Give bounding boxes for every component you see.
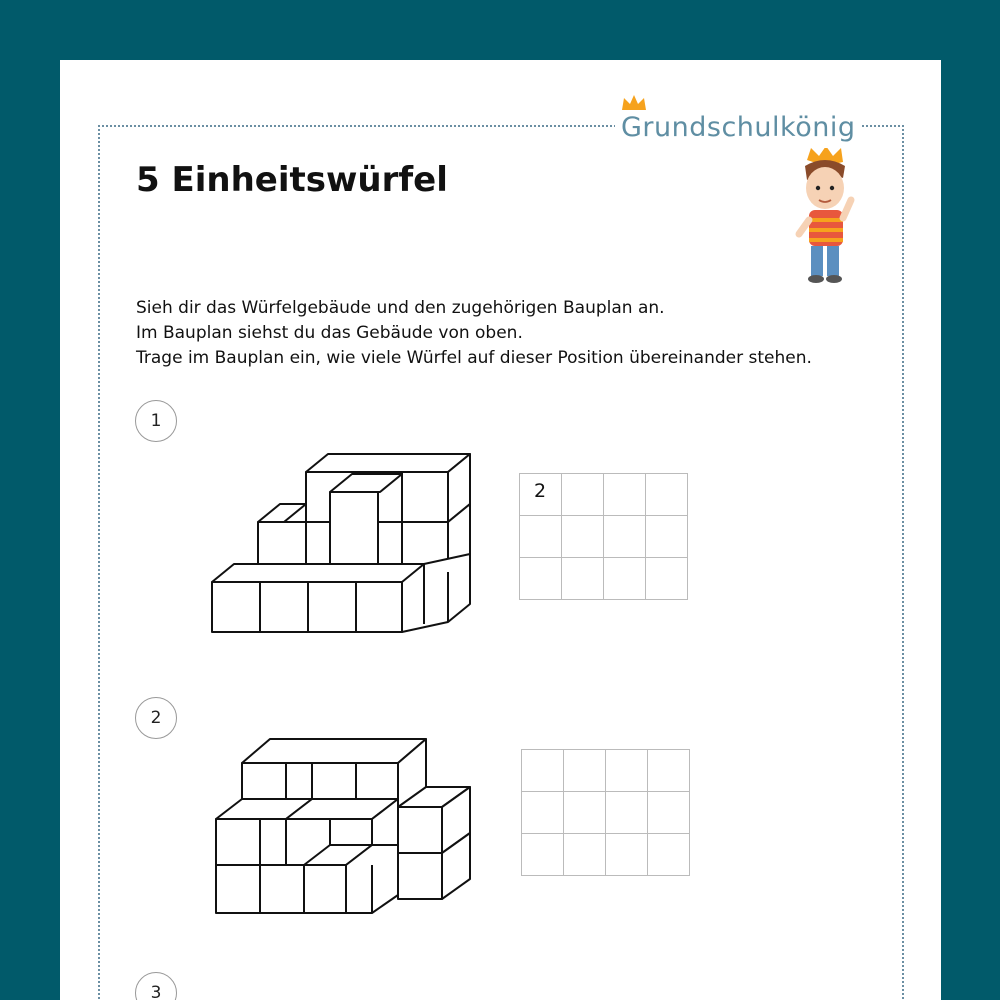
cube-building-2 [212, 735, 482, 925]
plan-cell[interactable] [522, 834, 564, 876]
plan-cell[interactable] [648, 792, 690, 834]
plan-cell[interactable] [604, 474, 646, 516]
page-title: 5 Einheitswürfel [136, 160, 448, 200]
plan-cell[interactable] [562, 474, 604, 516]
plan-cell[interactable] [648, 750, 690, 792]
plan-cell[interactable] [564, 834, 606, 876]
plan-cell[interactable] [522, 750, 564, 792]
plan-cell[interactable] [562, 516, 604, 558]
plan-cell[interactable] [522, 792, 564, 834]
brand-logo [615, 102, 861, 146]
instruction-line: Trage im Bauplan ein, wie viele Würfel auf dieser Position übereinander stehen. [136, 348, 812, 368]
plan-cell[interactable] [646, 558, 688, 600]
cube-building-1 [208, 450, 478, 640]
plan-cell[interactable] [646, 516, 688, 558]
instruction-line: Sieh dir das Würfelgebäude und den zugehörigen Bauplan an. [136, 298, 665, 318]
plan-cell[interactable] [606, 792, 648, 834]
building-plan-2 [521, 749, 690, 876]
mascot-illustration [785, 148, 865, 288]
plan-cell[interactable] [606, 834, 648, 876]
task-number-2: 2 [135, 697, 177, 739]
brand-name: Grundschulkönig [621, 112, 856, 143]
plan-cell[interactable] [564, 750, 606, 792]
plan-cell[interactable] [520, 516, 562, 558]
building-plan-1 [519, 473, 688, 600]
plan-cell[interactable] [606, 750, 648, 792]
task-number-3: 3 [135, 972, 177, 1000]
plan-cell[interactable] [564, 792, 606, 834]
plan-cell[interactable]: 2 [520, 474, 562, 516]
crown-icon [621, 94, 647, 112]
instruction-line: Im Bauplan siehst du das Gebäude von oben. [136, 323, 523, 343]
plan-cell[interactable] [604, 516, 646, 558]
plan-cell[interactable] [648, 834, 690, 876]
worksheet-page [60, 60, 941, 1000]
plan-cell[interactable] [520, 558, 562, 600]
task-number-1: 1 [135, 400, 177, 442]
plan-cell[interactable] [562, 558, 604, 600]
instructions [136, 296, 812, 371]
plan-cell[interactable] [646, 474, 688, 516]
plan-cell[interactable] [604, 558, 646, 600]
